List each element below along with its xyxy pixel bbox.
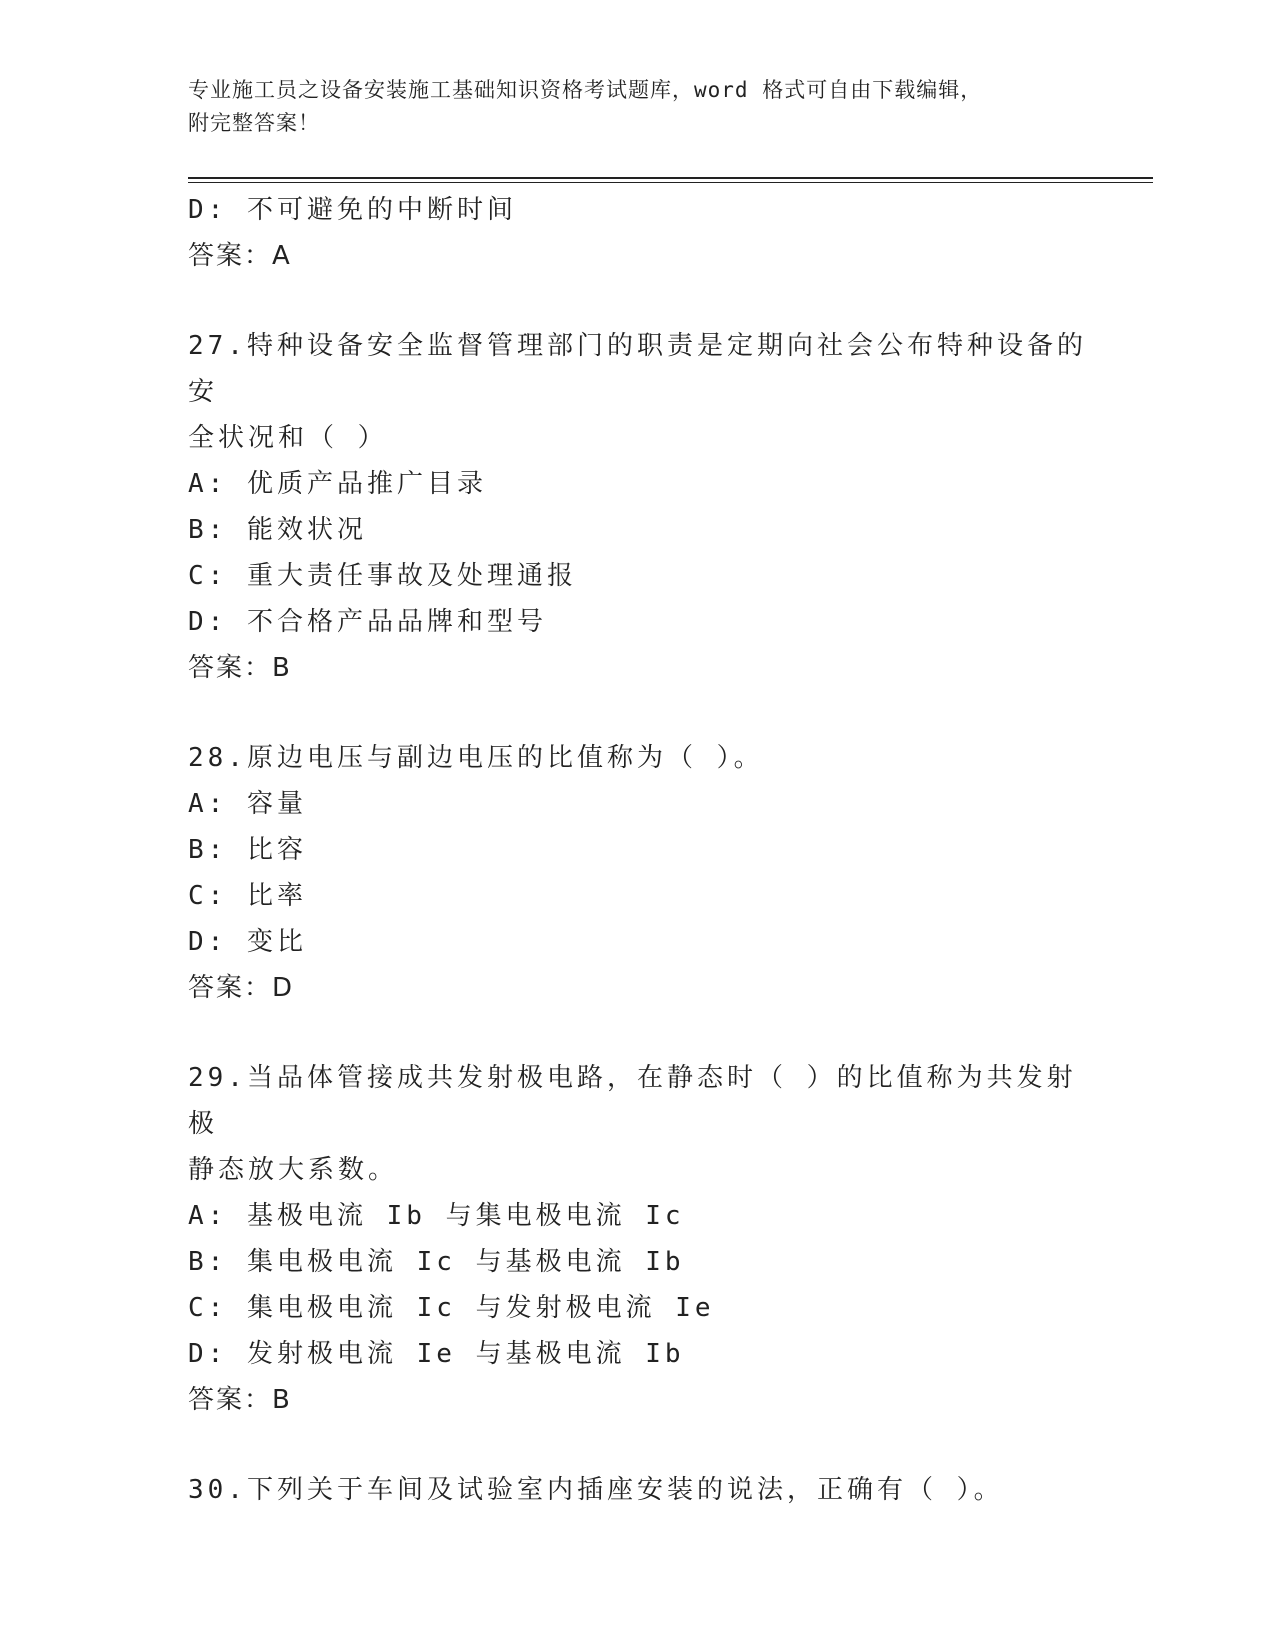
option-a: A: 容量 <box>188 789 307 819</box>
question-30 <box>188 1467 1088 1513</box>
option-d: D: 发射极电流 Ie 与基极电流 Ib <box>188 1339 685 1369</box>
option-b: B: 能效状况 <box>188 515 367 545</box>
question-28 <box>188 735 1088 1011</box>
option-b: B: 比容 <box>188 835 307 865</box>
answer-line: 答案：D <box>188 973 295 1003</box>
question-29 <box>188 1055 1088 1423</box>
page-header <box>188 74 1068 140</box>
option-a: A: 基极电流 Ib 与集电极电流 Ic <box>188 1201 685 1231</box>
option-c: C: 比率 <box>188 881 307 911</box>
answer-line: 答案：B <box>188 1385 292 1415</box>
header-line-2: 附完整答案！ <box>188 111 320 135</box>
question-stem: 28.原边电压与副边电压的比值称为（ ）。 <box>188 743 764 773</box>
option-c: C: 集电极电流 Ic 与发射极电流 Ie <box>188 1293 715 1323</box>
question-stem-continued: 全状况和（ ） <box>188 423 388 453</box>
header-divider-top <box>188 177 1153 179</box>
option-c: C: 重大责任事故及处理通报 <box>188 561 577 591</box>
question-list <box>188 187 1088 1513</box>
question-stem-continued: 静态放大系数。 <box>188 1155 399 1185</box>
answer-line: 答案：A <box>188 241 292 271</box>
option-d: D: 变比 <box>188 927 307 957</box>
previous-question-fragment <box>188 187 1088 279</box>
option-b: B: 集电极电流 Ic 与基极电流 Ib <box>188 1247 685 1277</box>
option-d: D: 不合格产品品牌和型号 <box>188 607 547 637</box>
header-line-1: 专业施工员之设备安装施工基础知识资格考试题库，word 格式可自由下载编辑， <box>188 78 983 102</box>
question-stem: 30.下列关于车间及试验室内插座安装的说法，正确有（ ）。 <box>188 1475 1004 1505</box>
option-a: A: 优质产品推广目录 <box>188 469 487 499</box>
question-stem: 27.特种设备安全监督管理部门的职责是定期向社会公布特种设备的安 <box>188 331 1087 407</box>
answer-line: 答案：B <box>188 653 292 683</box>
option-d: D: 不可避免的中断时间 <box>188 195 517 225</box>
header-divider-bottom <box>188 182 1153 183</box>
question-stem: 29.当品体管接成共发射极电路，在静态时（ ）的比值称为共发射极 <box>188 1063 1077 1139</box>
question-27 <box>188 323 1088 691</box>
